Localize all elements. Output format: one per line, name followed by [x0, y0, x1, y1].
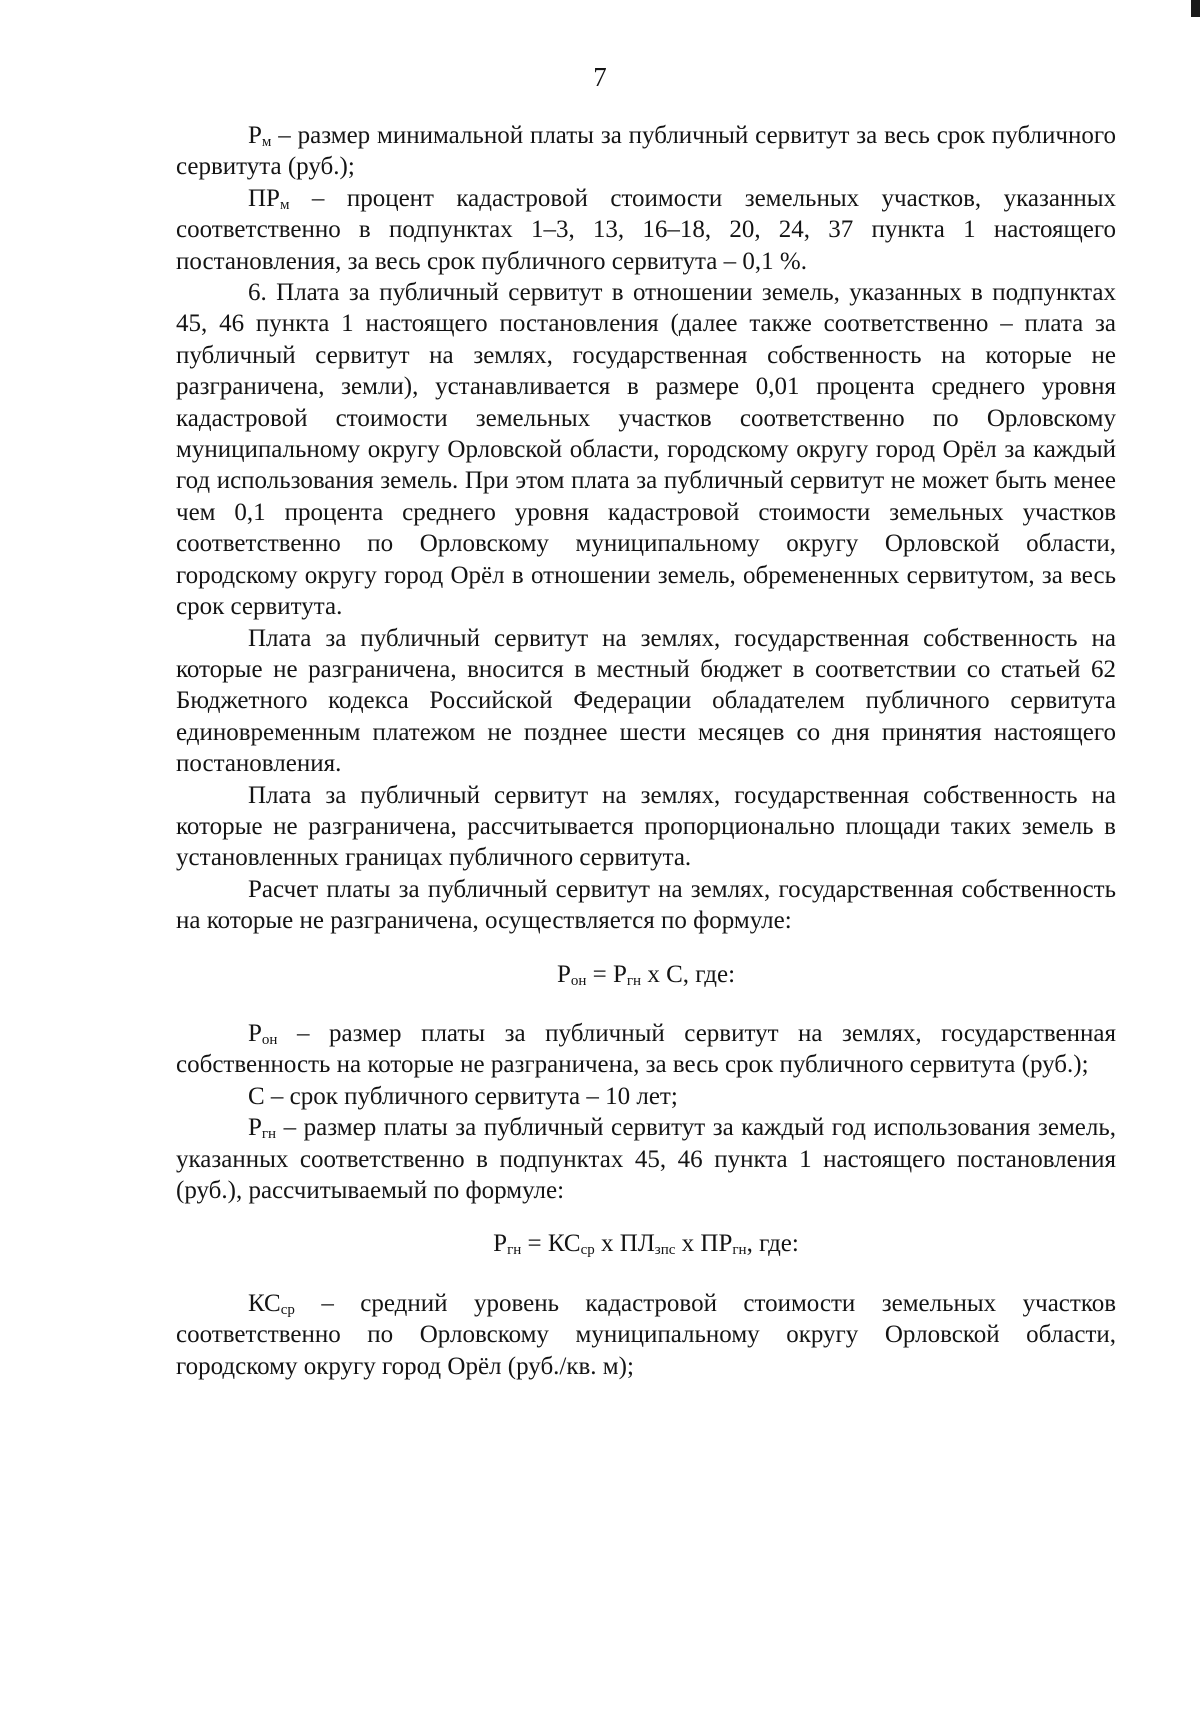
formula-term: Р [556, 960, 571, 988]
formula-subscript: гн [507, 1242, 522, 1259]
definition-text: – размер платы за публичный сервитут за каждый год использования земель, указанных соответственно в подпунктах 45, 46 пункта 1 настоящего постановления (руб.), рассчитываемый по формуле: [176, 1114, 1116, 1204]
formula-term: ПР [700, 1230, 733, 1258]
paragraph-c-definition: С – срок публичного сервитута – 10 лет; [248, 1082, 678, 1110]
formula-operator: х [675, 1230, 701, 1258]
formula-term: КС [547, 1230, 581, 1258]
page-number: 7 [593, 62, 607, 92]
definition-text: – средний уровень кадастровой стоимости земельных участков соответственно по Орловскому муниципальному округу Орловской области, городскому округу город Орёл (руб./кв. м); [176, 1289, 1116, 1380]
symbol-subscript: м [279, 196, 290, 213]
symbol: Р [248, 1114, 262, 1142]
paragraph-clause-6: 6. Плата за публичный сервитут в отношении земель, указанных в подпунктах 45, 46 пункта 1 настоящего постановления (далее также соответственно – плата за публичный сервитут на землях, государственная собственность на которые не разграничена, земли), устанавливается в размере 0,01 процента среднего уровня кадастровой стоимости земельных участков соответственно по Орловскому муниципальному округу Орловской области, городскому округу город Орёл за каждый год использования земель. При этом плата за публичный сервитут не может быть менее чем 0,1 процента среднего уровня кадастровой стоимости земельных участков соответственно по Орловскому муниципальному округу Орловской области, городскому округу город Орёл в отношении земель, обремененных сервитутом, за весь срок сервитута. [176, 279, 1116, 621]
formula-operator: = [586, 960, 613, 988]
formula-subscript: зпс [654, 1242, 676, 1259]
symbol-subscript: м [261, 134, 272, 150]
paragraph-calculation-intro: Расчет платы за публичный сервитут на землях, государственная собственность на которые не разграничена, осуществляется по формуле: [176, 875, 1116, 935]
formula-ron [176, 959, 1116, 990]
document-body [176, 120, 1116, 1382]
symbol: КС [248, 1289, 281, 1317]
symbol: Р [248, 122, 262, 149]
paragraph-rgn-definition [176, 1112, 1116, 1206]
paragraph-kscp-definition [176, 1288, 1116, 1382]
formula-subscript: гн [732, 1242, 747, 1259]
symbol-subscript: он [261, 1031, 278, 1048]
paragraph-ron-definition [176, 1018, 1116, 1081]
definition-text: – размер платы за публичный сервитут на землях, государственная собственность на которые не разграничена, за весь срок публичного сервитута (руб.); [176, 1019, 1116, 1079]
formula-tail: х С, где: [641, 960, 736, 988]
paragraph-rm-definition [176, 120, 1116, 183]
scan-edge-mark [1191, 0, 1200, 17]
symbol-subscript: гн [261, 1126, 277, 1143]
formula-term: Р [613, 960, 627, 988]
definition-text: – размер минимальной платы за публичный сервитут за весь срок публичного сервитута (руб.); [176, 122, 1116, 181]
paragraph-prm-definition [176, 183, 1116, 277]
formula-subscript: ср [580, 1242, 595, 1259]
definition-text: – процент кадастровой стоимости земельных участков, указанных соответственно в подпунктах 1–3, 13, 16–18, 20, 24, 37 пункта 1 настоящего постановления, за весь срок публичного сервитута – 0,1 %. [176, 184, 1116, 275]
formula-subscript: гн [626, 972, 642, 989]
symbol: Р [248, 1019, 262, 1047]
paragraph-payment-proportional: Плата за публичный сервитут на землях, государственная собственность на которые не разграничена, рассчитывается пропорционально площади таких земель в установленных границах публичного сервитута. [176, 781, 1116, 872]
formula-term: Р [493, 1230, 508, 1258]
paragraph-payment-budget: Плата за публичный сервитут на землях, государственная собственность на которые не разграничена, вносится в местный бюджет в соответствии со статьей 62 Бюджетного кодекса Российской Федерации обладателем публичного сервитута единовременным платежом не позднее шести месяцев со дня принятия настоящего постановления. [176, 624, 1116, 778]
symbol: ПР [248, 184, 280, 212]
formula-term: ПЛ [619, 1230, 655, 1258]
formula-rgn [176, 1228, 1116, 1259]
symbol-subscript: ср [280, 1301, 295, 1318]
formula-tail: , где: [746, 1230, 799, 1258]
formula-operator: = [521, 1230, 548, 1258]
formula-operator: х [594, 1230, 620, 1258]
formula-subscript: он [570, 972, 587, 989]
